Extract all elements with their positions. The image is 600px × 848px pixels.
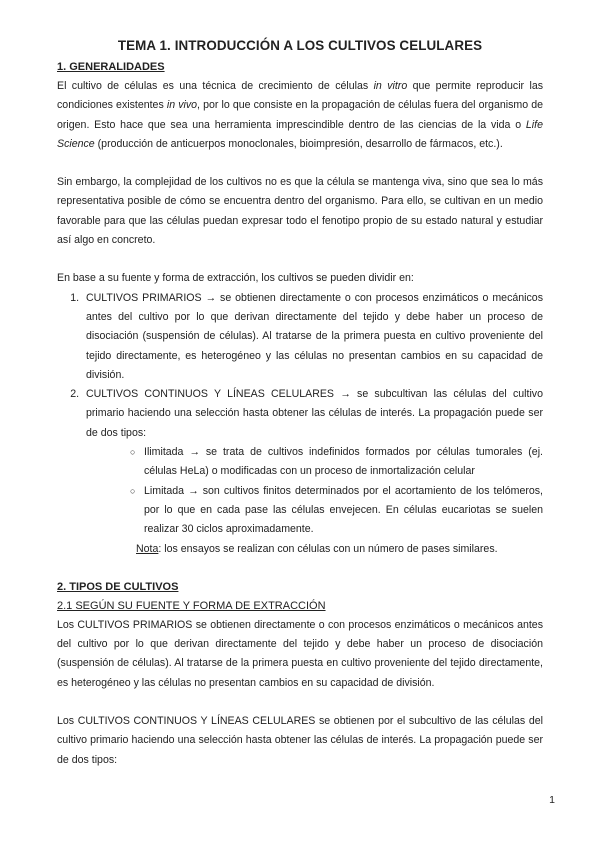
propagation-type-list: [86, 443, 543, 539]
paragraph-continuous-cultures: Los CULTIVOS CONTINUOS Y LÍNEAS CELULARES se obtienen por el subcultivo de las células del cultivo primario haciendo una selección hasta obtener las células de interés. La propagación puede ser de dos tipos:: [57, 715, 543, 766]
paragraph-classification: En base a su fuente y forma de extracción, los cultivos se pueden dividir en:: [57, 272, 414, 285]
subsection-heading-fuente: 2.1 SEGÚN SU FUENTE Y FORMA DE EXTRACCIÓN: [57, 599, 326, 612]
list-item-primary: 1. CULTIVOS PRIMARIOS → se obtienen directamente o con procesos enzimáticos o mecánicos antes del cultivo por lo que derivan directamente del tejido y debe haber un proceso de disociación (suspensión de células). Al tratarse de la primera puesta en cultivo proveniente del tejido directamente, es heterogéneo y las células no presentan cambios en su capacidad de división.: [82, 289, 543, 385]
section-heading-tipos: 2. TIPOS DE CULTIVOS: [57, 580, 179, 593]
document-title: TEMA 1. INTRODUCCIÓN A LOS CULTIVOS CELULARES: [117, 38, 483, 53]
note: [57, 540, 543, 559]
paragraph-primary-cultures: Los CULTIVOS PRIMARIOS se obtienen directamente o con procesos enzimáticos o mecánicos antes del cultivo por lo que derivan directamente del tejido y debe haber un proceso de disociación (suspensión de células). Al tratarse de la primera puesta en cultivo proveniente del tejido directamente, es heterogéneo y las células no presentan cambios en su capacidad de división.: [57, 618, 543, 689]
list-item-limited: ○ Limitada → son cultivos finitos determinados por el acortamiento de los telómeros, por lo que en cada pase las células envejecen. En células eucariotas se suelen realizar 30 ciclos aproximadamente.: [130, 482, 543, 540]
paragraph-intro: El cultivo de células es una técnica de crecimiento de células in vitro que permite reproducir las condiciones existentes in vivo, por lo que consiste en la propagación de células fuera del organismo de origen. Esto hace que sea una herramienta imprescindible dentro de las ciencias de la vida o Life Science (producción de anticuerpos monoclonales, bioimpresión, desarrollo de fármacos, etc.).: [57, 80, 544, 150]
note-text: : los ensayos se realizan con células con un número de pases similares.: [158, 542, 498, 555]
circle-bullet-icon: ○: [130, 447, 136, 458]
culture-type-list: [57, 289, 543, 540]
section-heading-generalidades: 1. GENERALIDADES: [57, 61, 165, 73]
list-item-continuous: 2. CULTIVOS CONTINUOS Y LÍNEAS CELULARES → se subcultivan las células del cultivo primario haciendo una selección hasta obtener las células de interés. La propagación puede ser de dos tipos: ○ Ilimitada → se trata de cultivos indefinidos formados por células tumorales (ej. células HeLa) o modificadas con un proceso de inmortalización celular ○ Limitada → son cultivos finitos determinados por el acortamiento de los telómeros, por lo que en cada pase las células envejecen. En células eucariotas se suelen realizar 30 ciclos aproximadamente.: [82, 385, 543, 539]
note-label: Nota: [136, 542, 159, 555]
document-page: [57, 38, 543, 770]
circle-bullet-icon: ○: [130, 485, 136, 496]
page-number: 1: [549, 794, 555, 806]
list-item-unlimited: ○ Ilimitada → se trata de cultivos indefinidos formados por células tumorales (ej. células HeLa) o modificadas con un proceso de inmortalización celular: [130, 443, 543, 482]
paragraph-complexity: Sin embargo, la complejidad de los cultivos no es que la célula se mantenga viva, sino que sea lo más representativa posible de cómo se encuentra dentro del organismo. Para ello, se cultivan en un medio favorable para que las células puedan expresar todo el fenotipo propio de su estado natural y estudiar así algo en concreto.: [57, 176, 543, 247]
